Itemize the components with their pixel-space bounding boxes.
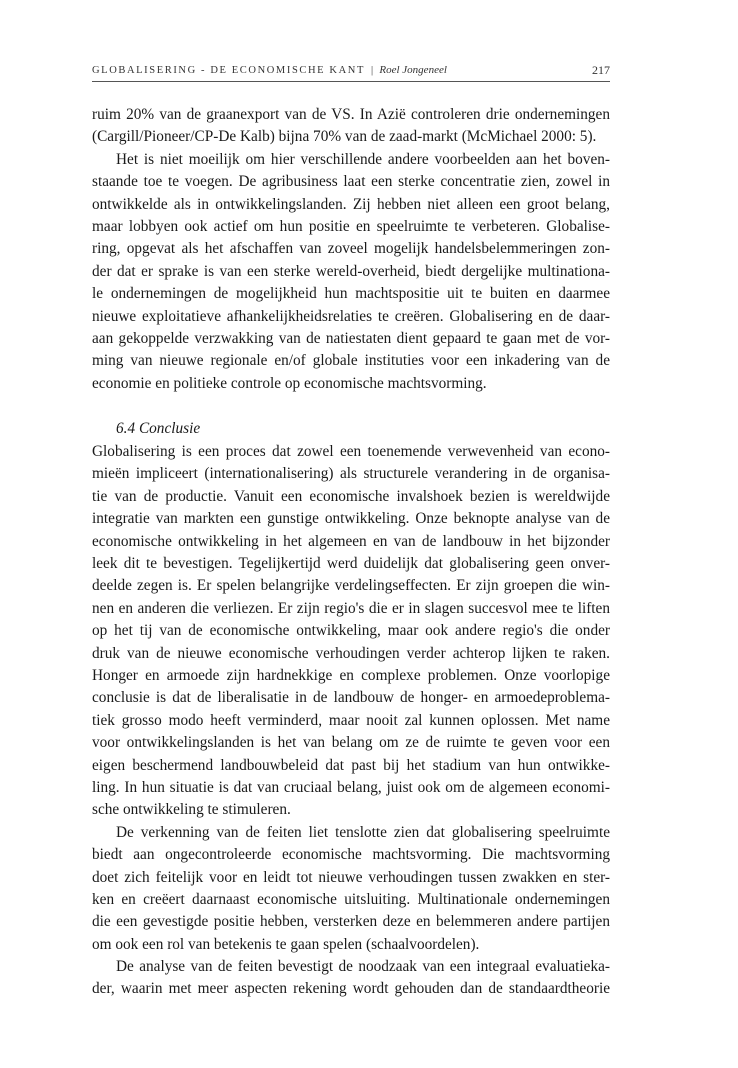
text-line: nen en anderen die verliezen. Er zijn regio's die er in slagen succesvol mee te liften <box>92 599 610 617</box>
page-header <box>92 60 610 82</box>
text-line: eigen beschermend landbouwbeleid dat past bij het stadium van hun ontwikke- <box>92 756 610 774</box>
text-line: ontwikkelde als in ontwikkelingslanden. Zij hebben niet alleen een groot belang, <box>92 195 610 213</box>
running-author: Roel Jongeneel <box>379 64 447 76</box>
body-text <box>92 104 610 1001</box>
text-line: staande toe te voegen. De agribusiness laat een sterke concentratie zien, zowel in <box>92 173 610 191</box>
text-line: conclusie is dat de liberalisatie in de landbouw de honger- en armoedeproblema- <box>92 689 610 707</box>
text-line: ling. In hun situatie is dat van cruciaal belang, juist ook om de algemeen economi- <box>92 778 610 796</box>
text-line: deelde zegen is. Er spelen belangrijke verdelingseffecten. Er zijn groepen die win- <box>92 577 610 595</box>
running-title: GLOBALISERING - DE ECONOMISCHE KANT <box>92 65 365 76</box>
paragraph-3 <box>92 441 610 822</box>
text-line: ring, opgevat als het afschaffen van zoveel mogelijk handelsbelemmeringen zon- <box>92 240 610 258</box>
header-rule <box>92 81 610 82</box>
text-line: leek dit te bevestigen. Tegelijkertijd werd duidelijk dat globalisering geen onver- <box>92 555 610 573</box>
text-line: tie van de productie. Vanuit een economische invalshoek bezien is wereldwijde <box>92 487 610 505</box>
text-line: economie en politieke controle op economische machtsvorming. <box>92 374 487 392</box>
text-line: Honger en armoede zijn hardnekkige en complexe problemen. Onze voorlopige <box>92 666 610 684</box>
text-line: die een gevestigde positie hebben, versterken deze en belemmeren andere partijen <box>92 913 610 931</box>
text-line: biedt aan ongecontroleerde economische machtsvorming. Die machtsvorming <box>92 846 610 864</box>
text-line: tiek grosso modo heeft verminderd, maar nooit zal kunnen oplossen. Met name <box>92 711 610 729</box>
text-line: voor ontwikkelingslanden is het van belang om ze de ruimte te geven voor een <box>92 734 610 752</box>
text-line: ming van nieuwe regionale en/of globale instituties voor een inkadering van de <box>92 352 610 370</box>
text-line: ruim 20% van de graanexport van de VS. In Azië controleren drie ondernemingen <box>92 106 610 123</box>
paragraph-5 <box>92 956 610 1001</box>
text-line: Globalisering is een proces dat zowel een toenemende verwevenheid van econo- <box>92 443 610 461</box>
text-line: mieën impliceert (internationalisering) als structurele verandering in de organisa- <box>92 465 610 483</box>
text-line: integratie van markten een gunstige ontwikkeling. Onze beknopte analyse van de <box>92 510 610 528</box>
text-line: De analyse van de feiten bevestigt de noodzaak van een integraal evaluatieka- <box>116 958 610 976</box>
text-line: economische ontwikkeling in het algemeen en van de landbouw in het bijzonder <box>92 532 610 550</box>
text-line: sche ontwikkeling te stimuleren. <box>92 801 291 819</box>
paragraph-2 <box>92 149 610 395</box>
text-line: doet zich feitelijk voor en leidt tot nieuwe verhoudingen tussen zwakken en ster- <box>92 868 610 886</box>
text-line: der, waarin met meer aspecten rekening wordt gehouden dan de standaardtheorie <box>92 980 610 998</box>
text-line: druk van de nieuwe economische verhoudingen verder achterop lijken te raken. <box>92 644 610 662</box>
paragraph-4 <box>92 822 610 956</box>
page-number: 217 <box>592 63 610 77</box>
section-gap <box>92 395 610 417</box>
text-line: Het is niet moeilijk om hier verschillende andere voorbeelden aan het boven- <box>116 150 610 168</box>
text-line: om ook een rol van betekenis te gaan spelen (schaalvoordelen). <box>92 935 480 953</box>
running-separator: | <box>371 65 374 76</box>
text-line: nieuwe exploitatieve afhankelijkheidsrelaties te creëren. Globalisering en de daar- <box>92 307 610 325</box>
running-head <box>92 64 447 76</box>
text-line: (Cargill/Pioneer/CP-De Kalb) bijna 70% van de zaad-markt (McMichael 2000: 5). <box>92 128 597 146</box>
text-line: aan gekoppelde verzwakking van de natiestaten dient gepaard te gaan met de vor- <box>92 329 610 347</box>
text-line: le ondernemingen de mogelijkheid hun machtspositie uit te buiten en daarmee <box>92 285 610 303</box>
section-heading: 6.4 Conclusie <box>116 420 201 438</box>
paragraph-1 <box>92 104 610 149</box>
text-line: op het tij van de economische ontwikkeling, maar ook andere regio's die onder <box>92 622 610 640</box>
text-line: De verkenning van de feiten liet tenslotte zien dat globalisering speelruimte <box>116 823 610 841</box>
text-line: ken en creëert daarnaast economische uitsluiting. Multinationale ondernemingen <box>92 890 610 908</box>
text-line: maar lobbyen ook actief om hun positie en speelruimte te verbeteren. Globalise- <box>92 217 610 235</box>
text-line: der dat er sprake is van een sterke wereld-overheid, biedt dergelijke multinationa- <box>92 262 610 280</box>
